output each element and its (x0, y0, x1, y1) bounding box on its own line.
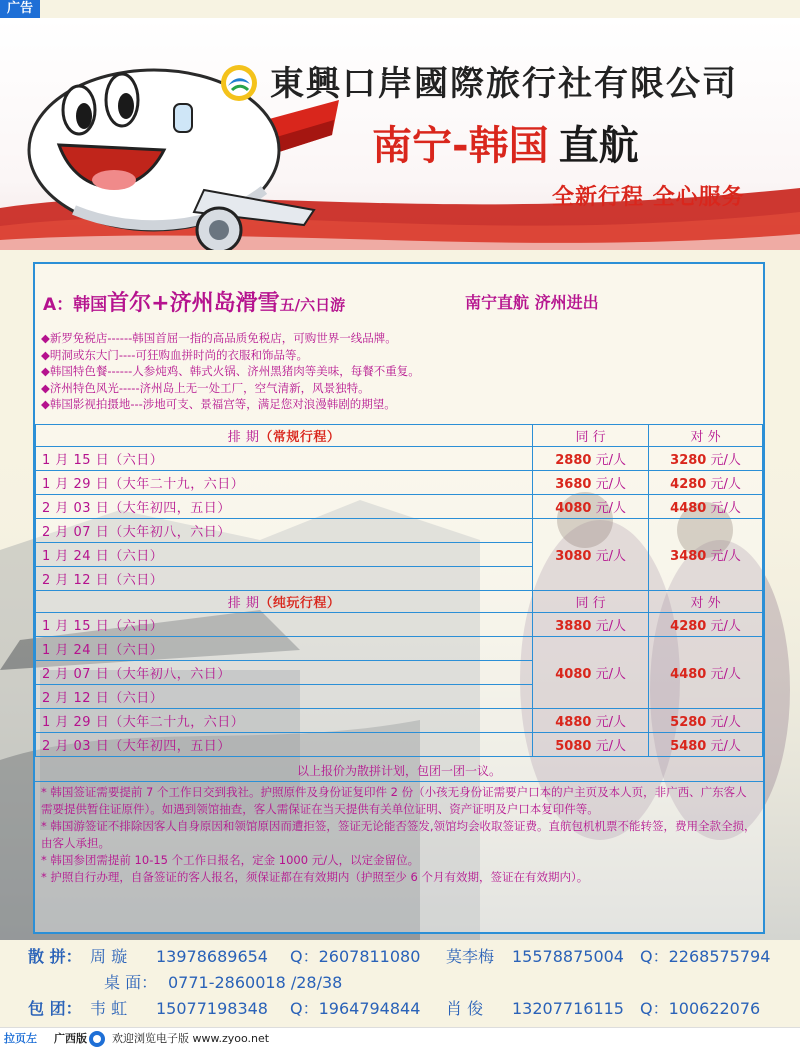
banner-header (0, 18, 800, 250)
table-row (36, 471, 763, 495)
price-value: 5480 (670, 739, 707, 754)
table-row (36, 733, 763, 757)
contact-phone: 15077198348 (156, 999, 268, 1018)
date-cell: 1 月 29 日（大年二十九，六日） (36, 709, 533, 733)
price-value: 5280 (670, 715, 707, 730)
route-title (372, 114, 639, 171)
quote-note: 以上报价为散拼计划，包团一团一议。 (296, 764, 501, 778)
date-cell: 1 月 24 日（六日） (36, 637, 533, 661)
table-row (36, 495, 763, 519)
contact-label: 散 拼： (28, 947, 82, 966)
retail-price-cell (649, 495, 763, 519)
page-footer (0, 1027, 800, 1049)
price-unit: 元/人 (710, 667, 741, 682)
contact-qq: Q：2607811080 (290, 947, 421, 966)
date-cell: 2 月 03 日（大年初四，五日） (36, 495, 533, 519)
site-logo-icon (88, 1030, 106, 1048)
footer-page-label: 拉页左 (4, 1032, 37, 1045)
schedule-type: （纯玩行程） (259, 596, 341, 611)
route-main: 南宁-韩国 (372, 123, 549, 169)
retail-price-cell (649, 447, 763, 471)
peer-price-cell (533, 471, 649, 495)
schedule-header (36, 425, 533, 447)
note-item: * 韩国游签证不排除因客人自身原因和领馆原因而遭拒签，签证无论能否签发,领馆均会收取签证费。直航包机机票不能转签，费用全款全损，由客人承担。 (41, 819, 756, 850)
date-cell: 1 月 15 日（六日） (36, 447, 533, 471)
price-value: 4280 (670, 477, 707, 492)
price-value: 4080 (555, 667, 592, 682)
contact-phone: 13207716115 (512, 999, 624, 1018)
contact-row-baotuan (28, 996, 761, 1022)
retail-price-cell (649, 733, 763, 757)
ad-tag: 广告 (0, 0, 40, 18)
price-value: 3080 (555, 549, 592, 564)
price-unit: 元/人 (595, 453, 626, 468)
table-header-pure (36, 591, 763, 613)
company-logo-icon (220, 64, 258, 102)
feature-item: ◆新罗免税店------韩国首屈一指的高品质免税店，可购世界一线品牌。 (41, 331, 397, 345)
date-cell: 1 月 24 日（六日） (36, 543, 533, 567)
schedule-type: （常规行程） (259, 430, 341, 445)
table-row (36, 613, 763, 637)
table-row (36, 709, 763, 733)
footer-website-link[interactable]: 欢迎浏览电子版 www.zyoo.net (112, 1032, 270, 1045)
contact-name: 莫李梅 (446, 947, 495, 966)
date-cell: 2 月 07 日（大年初八，六日） (36, 661, 533, 685)
date-cell: 2 月 07 日（大年初八，六日） (36, 519, 533, 543)
retail-price-header: 对 外 (649, 425, 763, 447)
price-unit: 元/人 (710, 453, 741, 468)
contact-phone: 0771-2860018 /28/38 (168, 973, 343, 992)
retail-price-cell (649, 709, 763, 733)
feature-item: ◆韩国特色餐------人参炖鸡、韩式火锅、济州黑猪肉等美味，每餐不重复。 (41, 364, 420, 378)
tour-duration: 五/六日游 (279, 296, 346, 314)
date-cell: 2 月 12 日（六日） (36, 685, 533, 709)
table-row (36, 519, 763, 543)
retail-price-cell (649, 637, 763, 709)
route-direct: 直航 (558, 123, 639, 169)
contact-phone: 13978689654 (156, 947, 268, 966)
table-row (36, 637, 763, 661)
price-unit: 元/人 (710, 715, 741, 730)
price-unit: 元/人 (710, 549, 741, 564)
terms-notes (41, 784, 757, 886)
peer-price-cell (533, 637, 649, 709)
price-value: 5080 (555, 739, 592, 754)
divider (35, 781, 763, 782)
price-value: 4480 (670, 501, 707, 516)
price-value: 4280 (670, 619, 707, 634)
tour-card (33, 262, 765, 934)
note-item: * 护照自行办理，自备签证的客人报名，须保证都在有效期内（护照至少 6 个月有效期，签证在有效期内）。 (41, 870, 589, 884)
peer-price-cell (533, 709, 649, 733)
price-value: 4880 (555, 715, 592, 730)
contact-phone: 15578875004 (512, 947, 624, 966)
peer-price-header: 同 行 (533, 425, 649, 447)
date-cell: 2 月 03 日（大年初四，五日） (36, 733, 533, 757)
date-cell: 2 月 12 日（六日） (36, 567, 533, 591)
price-value: 2880 (555, 453, 592, 468)
date-cell: 1 月 29 日（大年二十九，六日） (36, 471, 533, 495)
price-unit: 元/人 (595, 549, 626, 564)
feature-item: ◆韩国影视拍摄地---涉地可支、景福宫等，满足您对浪漫韩剧的期望。 (41, 397, 396, 411)
tour-prefix: A：韩国 (43, 295, 108, 315)
price-value: 4080 (555, 501, 592, 516)
contact-name: 肖 俊 (446, 999, 484, 1018)
price-unit: 元/人 (710, 501, 741, 516)
price-unit: 元/人 (595, 715, 626, 730)
price-unit: 元/人 (710, 739, 741, 754)
price-value: 3280 (670, 453, 707, 468)
price-unit: 元/人 (595, 619, 626, 634)
price-value: 3880 (555, 619, 592, 634)
price-unit: 元/人 (710, 619, 741, 634)
retail-price-cell (649, 519, 763, 591)
peer-price-cell (533, 613, 649, 637)
retail-price-cell (649, 613, 763, 637)
contact-label: 桌 面： (104, 973, 158, 992)
table-row (36, 447, 763, 471)
price-value: 4480 (670, 667, 707, 682)
contact-row-sanpin (28, 944, 771, 970)
contact-qq: Q：2268575794 (640, 947, 771, 966)
schedule-label: 排 期 (227, 430, 260, 445)
note-item: * 韩国参团需提前 10-15 个工作日报名，定金 1000 元/人，以定金留位。 (41, 853, 420, 867)
retail-price-header: 对 外 (649, 591, 763, 613)
price-unit: 元/人 (595, 739, 626, 754)
retail-price-cell (649, 471, 763, 495)
price-unit: 元/人 (595, 667, 626, 682)
contact-qq: Q：1964794844 (290, 999, 421, 1018)
feature-list (41, 330, 751, 413)
tour-name: 首尔+济州岛滑雪 (107, 291, 280, 316)
company-name: 東興口岸國際旅行社有限公司 (270, 64, 738, 104)
price-value: 3480 (670, 549, 707, 564)
feature-item: ◆明洞或东大门----可狂购血拼时尚的衣服和饰品等。 (41, 347, 308, 362)
contact-label: 包 团： (28, 999, 82, 1018)
peer-price-cell (533, 519, 649, 591)
price-table (35, 424, 763, 757)
tour-flight-info: 南宁直航 济州进出 (465, 293, 599, 312)
peer-price-cell (533, 447, 649, 471)
contact-qq: Q：100622076 (640, 999, 761, 1018)
peer-price-header: 同 行 (533, 591, 649, 613)
price-value: 3680 (555, 477, 592, 492)
tour-title (43, 286, 345, 317)
note-item: * 韩国签证需要提前 7 个工作日交到我社。护照原件及身份证复印件 2 份（小孩无身份证需要户口本的户主页及本人页，非广西、广东客人需要提供暂住证原件）。如遇到领馆抽查，客人需保证在当天提供有关单位证明、资产证明及户口本复印件等。 (41, 785, 747, 816)
table-header-regular (36, 425, 763, 447)
footer-edition: 广西版 (54, 1032, 87, 1045)
price-unit: 元/人 (710, 477, 741, 492)
peer-price-cell (533, 495, 649, 519)
schedule-label: 排 期 (227, 596, 260, 611)
slogan: 全新行程 全心服务 (552, 185, 745, 210)
peer-price-cell (533, 733, 649, 757)
price-unit: 元/人 (595, 477, 626, 492)
date-cell: 1 月 15 日（六日） (36, 613, 533, 637)
contact-name: 韦 虹 (90, 999, 128, 1018)
contact-name: 周 璇 (90, 947, 128, 966)
feature-item: ◆济州特色风光-----济州岛上无一处工厂，空气清新，风景独特。 (41, 380, 370, 395)
price-unit: 元/人 (595, 501, 626, 516)
schedule-header (36, 591, 533, 613)
